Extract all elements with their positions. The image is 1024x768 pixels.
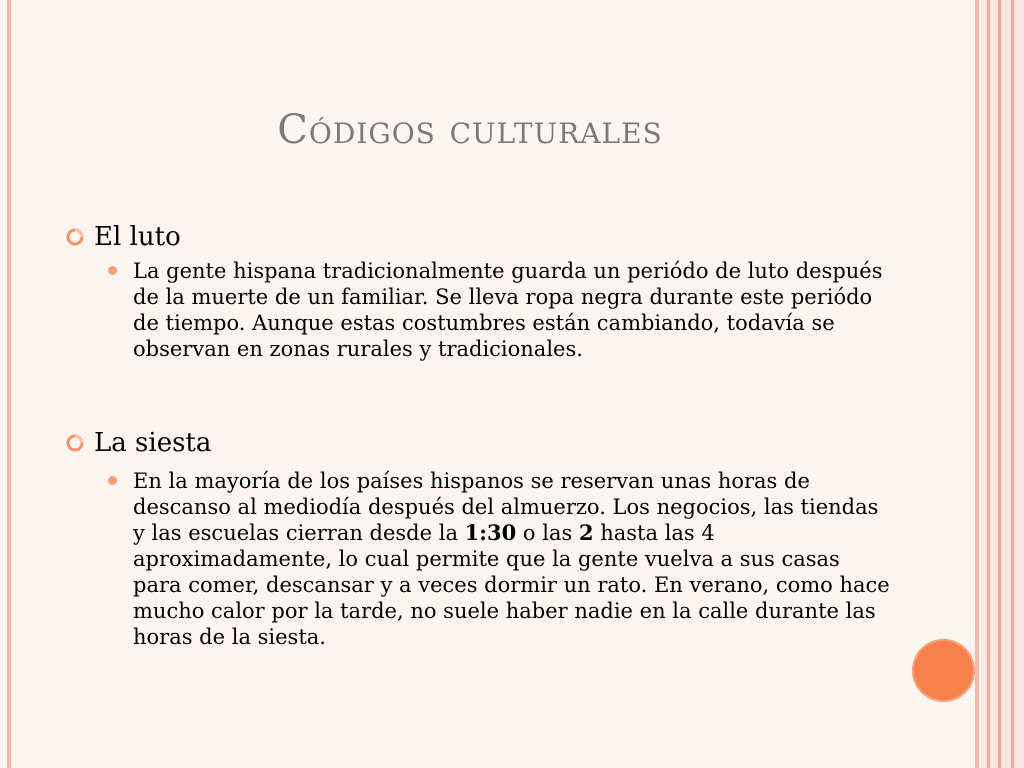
siesta-time-1: 1:30 bbox=[464, 520, 517, 545]
siesta-text-part: En la mayoría de los países hispanos se reservan unas horas de descanso al mediodía después del almuerzo. Los negocios, las tiendas y las escuelas cierran desde la bbox=[133, 469, 879, 545]
ring-bullet-icon bbox=[65, 433, 85, 453]
section-heading-siesta: La siesta bbox=[94, 428, 212, 458]
section-heading-luto: El luto bbox=[94, 222, 181, 252]
section-body-siesta bbox=[133, 468, 893, 650]
section-body-luto: La gente hispana tradicionalmente guarda un periódo de luto después de la muerte de un familiar. Se lleva ropa negra durante este periódo de tiempo. Aunque estas costumbres están cambiando, todavía se observan en zonas rurales y tradicionales. bbox=[133, 259, 883, 361]
ring-bullet-icon bbox=[65, 227, 85, 247]
right-frame-line bbox=[975, 0, 979, 768]
dot-bullet-icon bbox=[108, 476, 117, 485]
slide-title: Códigos culturales bbox=[277, 107, 663, 153]
decor-stripe bbox=[987, 0, 990, 768]
siesta-time-2: 2 bbox=[578, 520, 594, 545]
dot-bullet-icon bbox=[108, 266, 117, 275]
decor-stripe bbox=[998, 0, 1001, 768]
right-decor-band bbox=[981, 0, 1024, 768]
siesta-text-part: o las bbox=[516, 521, 579, 545]
orange-circle-decoration bbox=[912, 639, 975, 702]
decor-stripe bbox=[1011, 0, 1014, 768]
left-frame-line bbox=[7, 0, 11, 768]
siesta-text-part: hasta las 4 aproximadamente, lo cual permite que la gente vuelva a sus casas para comer, descansar y a veces dormir un rato. En verano, como hace mucho calor por la tarde, no suele haber nadie en la calle durante las horas de la siesta. bbox=[133, 521, 890, 649]
